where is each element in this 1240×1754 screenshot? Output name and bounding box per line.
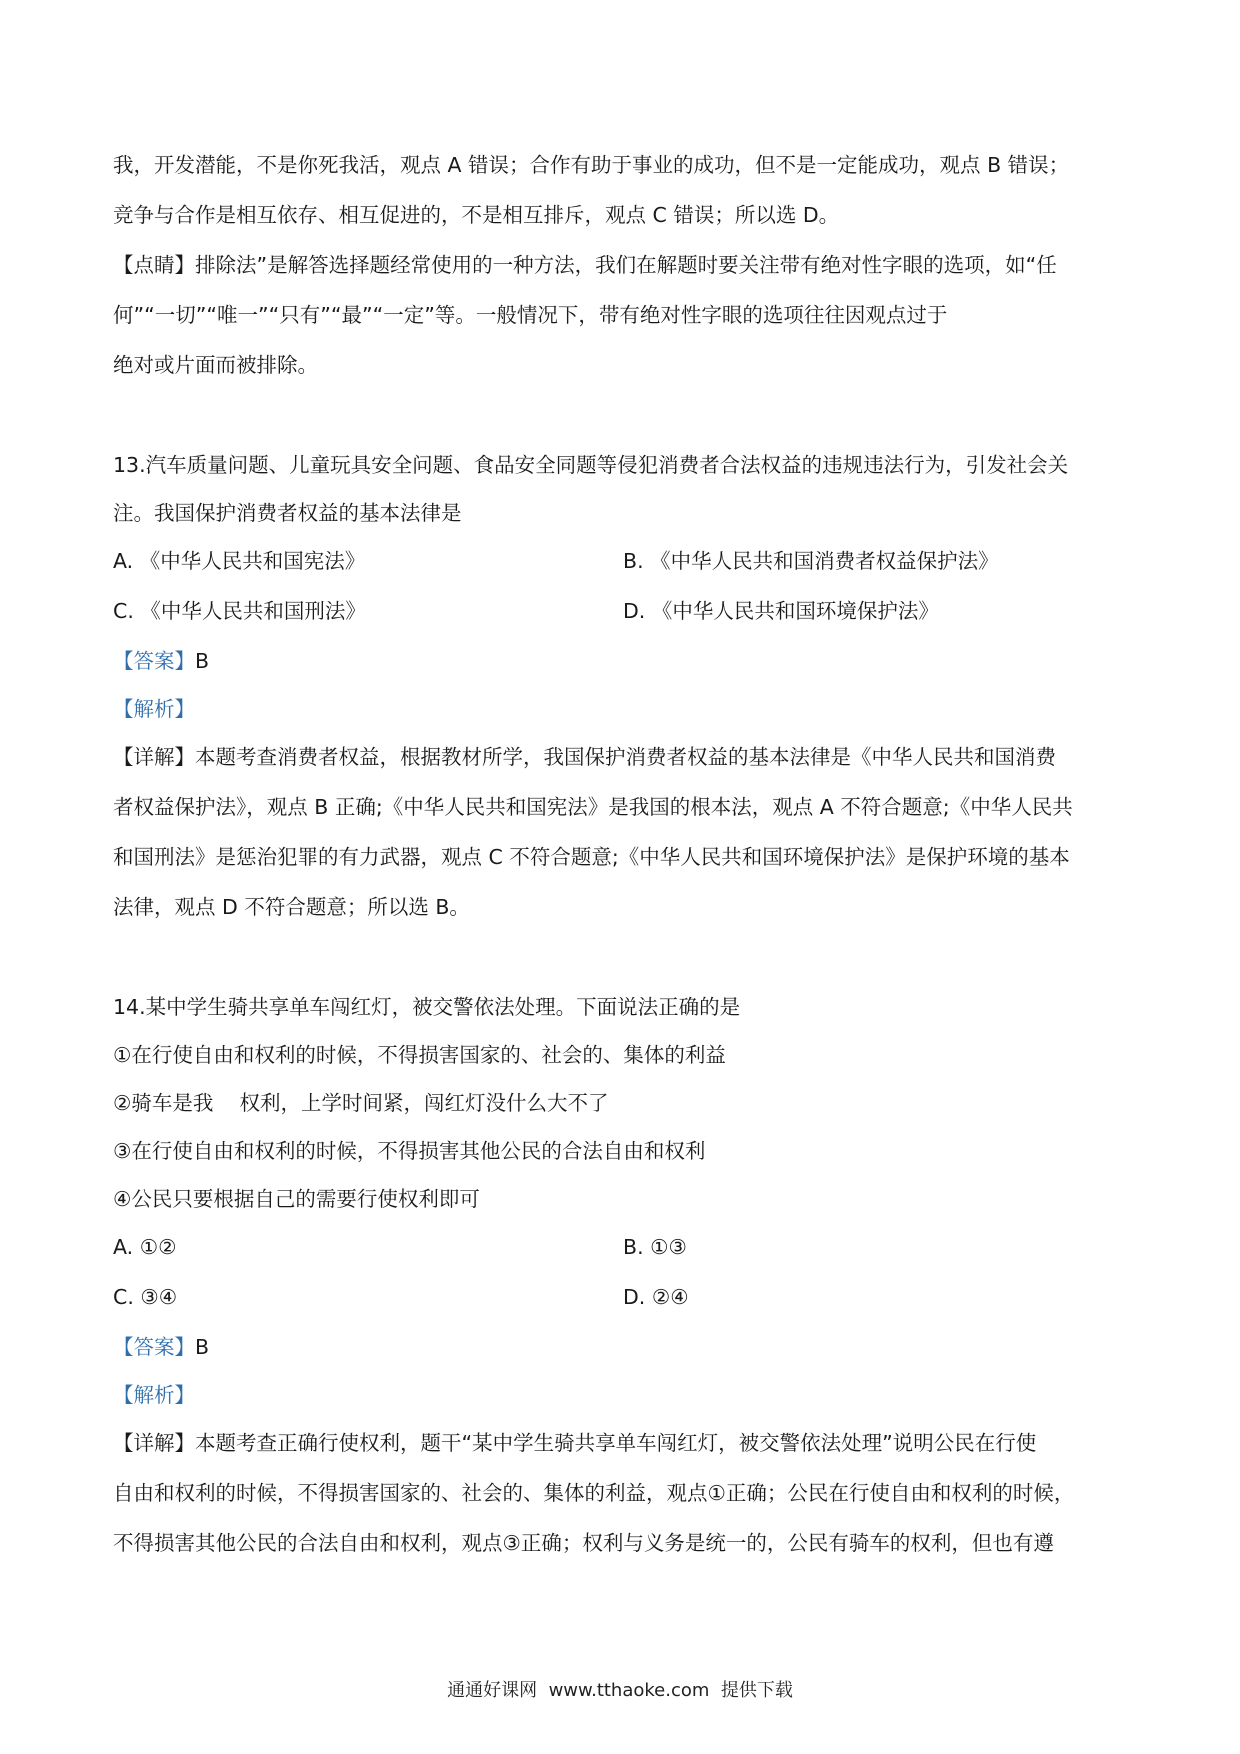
detail-tag: 【详解】 [113,1431,195,1455]
spacer [113,400,1133,450]
detail-line: 和国刑法》是惩治犯罪的有力武器，观点 C 不符合题意;《中华人民共和国环境保护法》是保护环境的基本 [113,845,1070,869]
analysis-line [113,694,1133,742]
detail-tag: 【详解】 [113,745,195,769]
detail-line: 【详解】本题考查正确行使权利，题干“某中学生骑共享单车闯红灯，被交警依法处理”说明公民在行使 [113,1431,1037,1455]
text-line: 竞争与合作是相互依存、相互促进的，不是相互排斥，观点 C 错误；所以选 D。 [113,203,840,227]
document-page [113,150,1133,1578]
statement-4: ④公民只要根据自己的需要行使权利即可 [113,1187,480,1211]
answer-line [113,646,1133,694]
answer-value: B [195,649,210,673]
question-14 [113,992,1133,1578]
statement-2: ②骑车是我 权利，上学时间紧，闯红灯没什么大不了 [113,1091,609,1115]
question-13 [113,450,1133,942]
option-d: D. 《中华人民共和国环境保护法》 [623,599,939,623]
intro-paragraph [113,150,1133,250]
option-d: D. ②④ [623,1285,689,1309]
answer-line [113,1332,1133,1380]
text-line: 何”“一切”“唯一”“只有”“最”“一定”等。一般情况下，带有绝对性字眼的选项往往因观点过于 [113,303,948,327]
options-row [113,1282,1133,1332]
detail-line: 不得损害其他公民的合法自由和权利，观点③正确；权利与义务是统一的，公民有骑车的权利，但也有遵 [113,1531,1054,1555]
answer-value: B [195,1335,210,1359]
detail-line: 【详解】本题考查消费者权益，根据教材所学，我国保护消费者权益的基本法律是《中华人民共和国消费 [113,745,1056,769]
question-stem: 注。我国保护消费者权益的基本法律是 [113,501,462,525]
answer-tag: 【答案】 [113,649,195,673]
detail-line: 者权益保护法》，观点 B 正确;《中华人民共和国宪法》是我国的根本法，观点 A 不符合题意;《中华人民共 [113,795,1073,819]
option-b: B. ①③ [623,1235,687,1259]
answer-tag: 【答案】 [113,1335,195,1359]
page-footer: 通通好课网 www.tthaoke.com 提供下载 [447,1680,793,1701]
dianjing-section [113,250,1133,400]
option-a: A. ①② [113,1235,177,1259]
statement-3: ③在行使自由和权利的时候，不得损害其他公民的合法自由和权利 [113,1139,706,1163]
text-line: 绝对或片面而被排除。 [113,353,318,377]
option-a: A. 《中华人民共和国宪法》 [113,549,366,573]
option-c: C. 《中华人民共和国刑法》 [113,599,366,623]
question-stem: 14.某中学生骑共享单车闯红灯，被交警依法处理。下面说法正确的是 [113,995,741,1019]
detail-line: 法律，观点 D 不符合题意；所以选 B。 [113,895,470,919]
option-c: C. ③④ [113,1285,178,1309]
statement-1: ①在行使自由和权利的时候，不得损害国家的、社会的、集体的利益 [113,1043,726,1067]
dianjing-tag: 【点睛】 [113,253,195,277]
option-b: B. 《中华人民共和国消费者权益保护法》 [623,549,999,573]
text-line: 我，开发潜能，不是你死我活，观点 A 错误；合作有助于事业的成功，但不是一定能成功，观点 B 错误； [113,153,1070,177]
options-row [113,1232,1133,1282]
detail-line: 自由和权利的时候，不得损害国家的、社会的、集体的利益，观点①正确；公民在行使自由和权利的时候， [113,1481,1075,1505]
analysis-line [113,1380,1133,1428]
options-row [113,546,1133,596]
text-line: 【点睛】排除法”是解答选择题经常使用的一种方法，我们在解题时要关注带有绝对性字眼的选项，如“任 [113,253,1057,277]
question-stem: 13.汽车质量问题、儿童玩具安全问题、食品安全同题等侵犯消费者合法权益的违规违法行为，引发社会关 [113,453,1069,477]
analysis-tag: 【解析】 [113,697,195,721]
spacer [113,942,1133,992]
options-row [113,596,1133,646]
analysis-tag: 【解析】 [113,1383,195,1407]
